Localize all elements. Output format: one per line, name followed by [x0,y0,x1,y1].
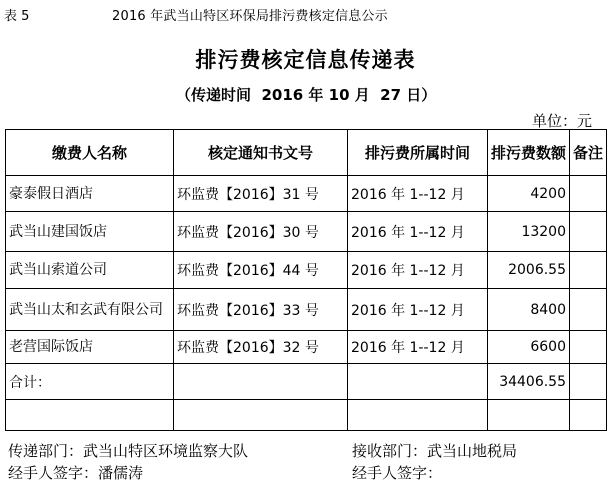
unit-label: 单位：元 [532,112,593,130]
remarks-cell [570,176,607,212]
notice-number: 环监费【2016】30 号 [174,212,348,252]
fee-period: 2016 年 1--12 月 [348,289,488,331]
table-row [6,212,607,252]
empty-cell [570,364,607,400]
table-row [6,176,607,212]
table-row [6,252,607,289]
blank-row [6,400,607,431]
table-row [6,331,607,364]
empty-cell [570,400,607,431]
receiver-department: 接收部门：武当山地税局 [352,442,518,460]
fee-amount: 4200 [488,176,570,212]
fee-amount: 13200 [488,212,570,252]
table-header-row [6,130,607,176]
total-label: 合计： [6,364,174,400]
fee-period: 2016 年 1--12 月 [348,331,488,364]
empty-cell [174,364,348,400]
payer-name: 武当山太和玄武有限公司 [6,289,174,331]
total-amount: 34406.55 [488,364,570,400]
notice-number: 环监费【2016】32 号 [174,331,348,364]
column-header-amount: 排污费数额 [488,130,570,176]
fee-amount: 2006.55 [488,252,570,289]
fee-amount: 6600 [488,331,570,364]
sender-department: 传递部门：武当山特区环境监察大队 [8,442,249,460]
notice-number: 环监费【2016】44 号 [174,252,348,289]
fee-period: 2016 年 1--12 月 [348,252,488,289]
total-row [6,364,607,400]
table-number-label: 表 5 [4,9,30,24]
empty-cell [488,400,570,431]
receiver-signer: 经手人签字： [352,464,443,482]
page-title: 排污费核定信息传递表 [195,48,416,72]
remarks-cell [570,331,607,364]
payer-name: 豪泰假日酒店 [6,176,174,212]
empty-cell [174,400,348,431]
fee-period: 2016 年 1--12 月 [348,176,488,212]
notice-number: 环监费【2016】31 号 [174,176,348,212]
remarks-cell [570,289,607,331]
column-header-notice-number: 核定通知书文号 [174,130,348,176]
payer-name: 武当山索道公司 [6,252,174,289]
transmission-date: （传递时间 2016 年 10 月 27 日） [176,86,437,104]
empty-cell [348,364,488,400]
remarks-cell [570,252,607,289]
remarks-cell [570,212,607,252]
empty-cell [348,400,488,431]
notice-number: 环监费【2016】33 号 [174,289,348,331]
payer-name: 老营国际饭店 [6,331,174,364]
fee-amount: 8400 [488,289,570,331]
column-header-remarks: 备注 [570,130,607,176]
fee-period: 2016 年 1--12 月 [348,212,488,252]
empty-cell [6,400,174,431]
table-row [6,289,607,331]
column-header-period: 排污费所属时间 [348,130,488,176]
payer-name: 武当山建国饭店 [6,212,174,252]
document-caption: 2016 年武当山特区环保局排污费核定信息公示 [112,9,388,24]
sender-signer: 经手人签字：潘儒涛 [8,464,144,482]
column-header-payer: 缴费人名称 [6,130,174,176]
document-header [4,5,604,24]
fee-table [5,129,607,431]
